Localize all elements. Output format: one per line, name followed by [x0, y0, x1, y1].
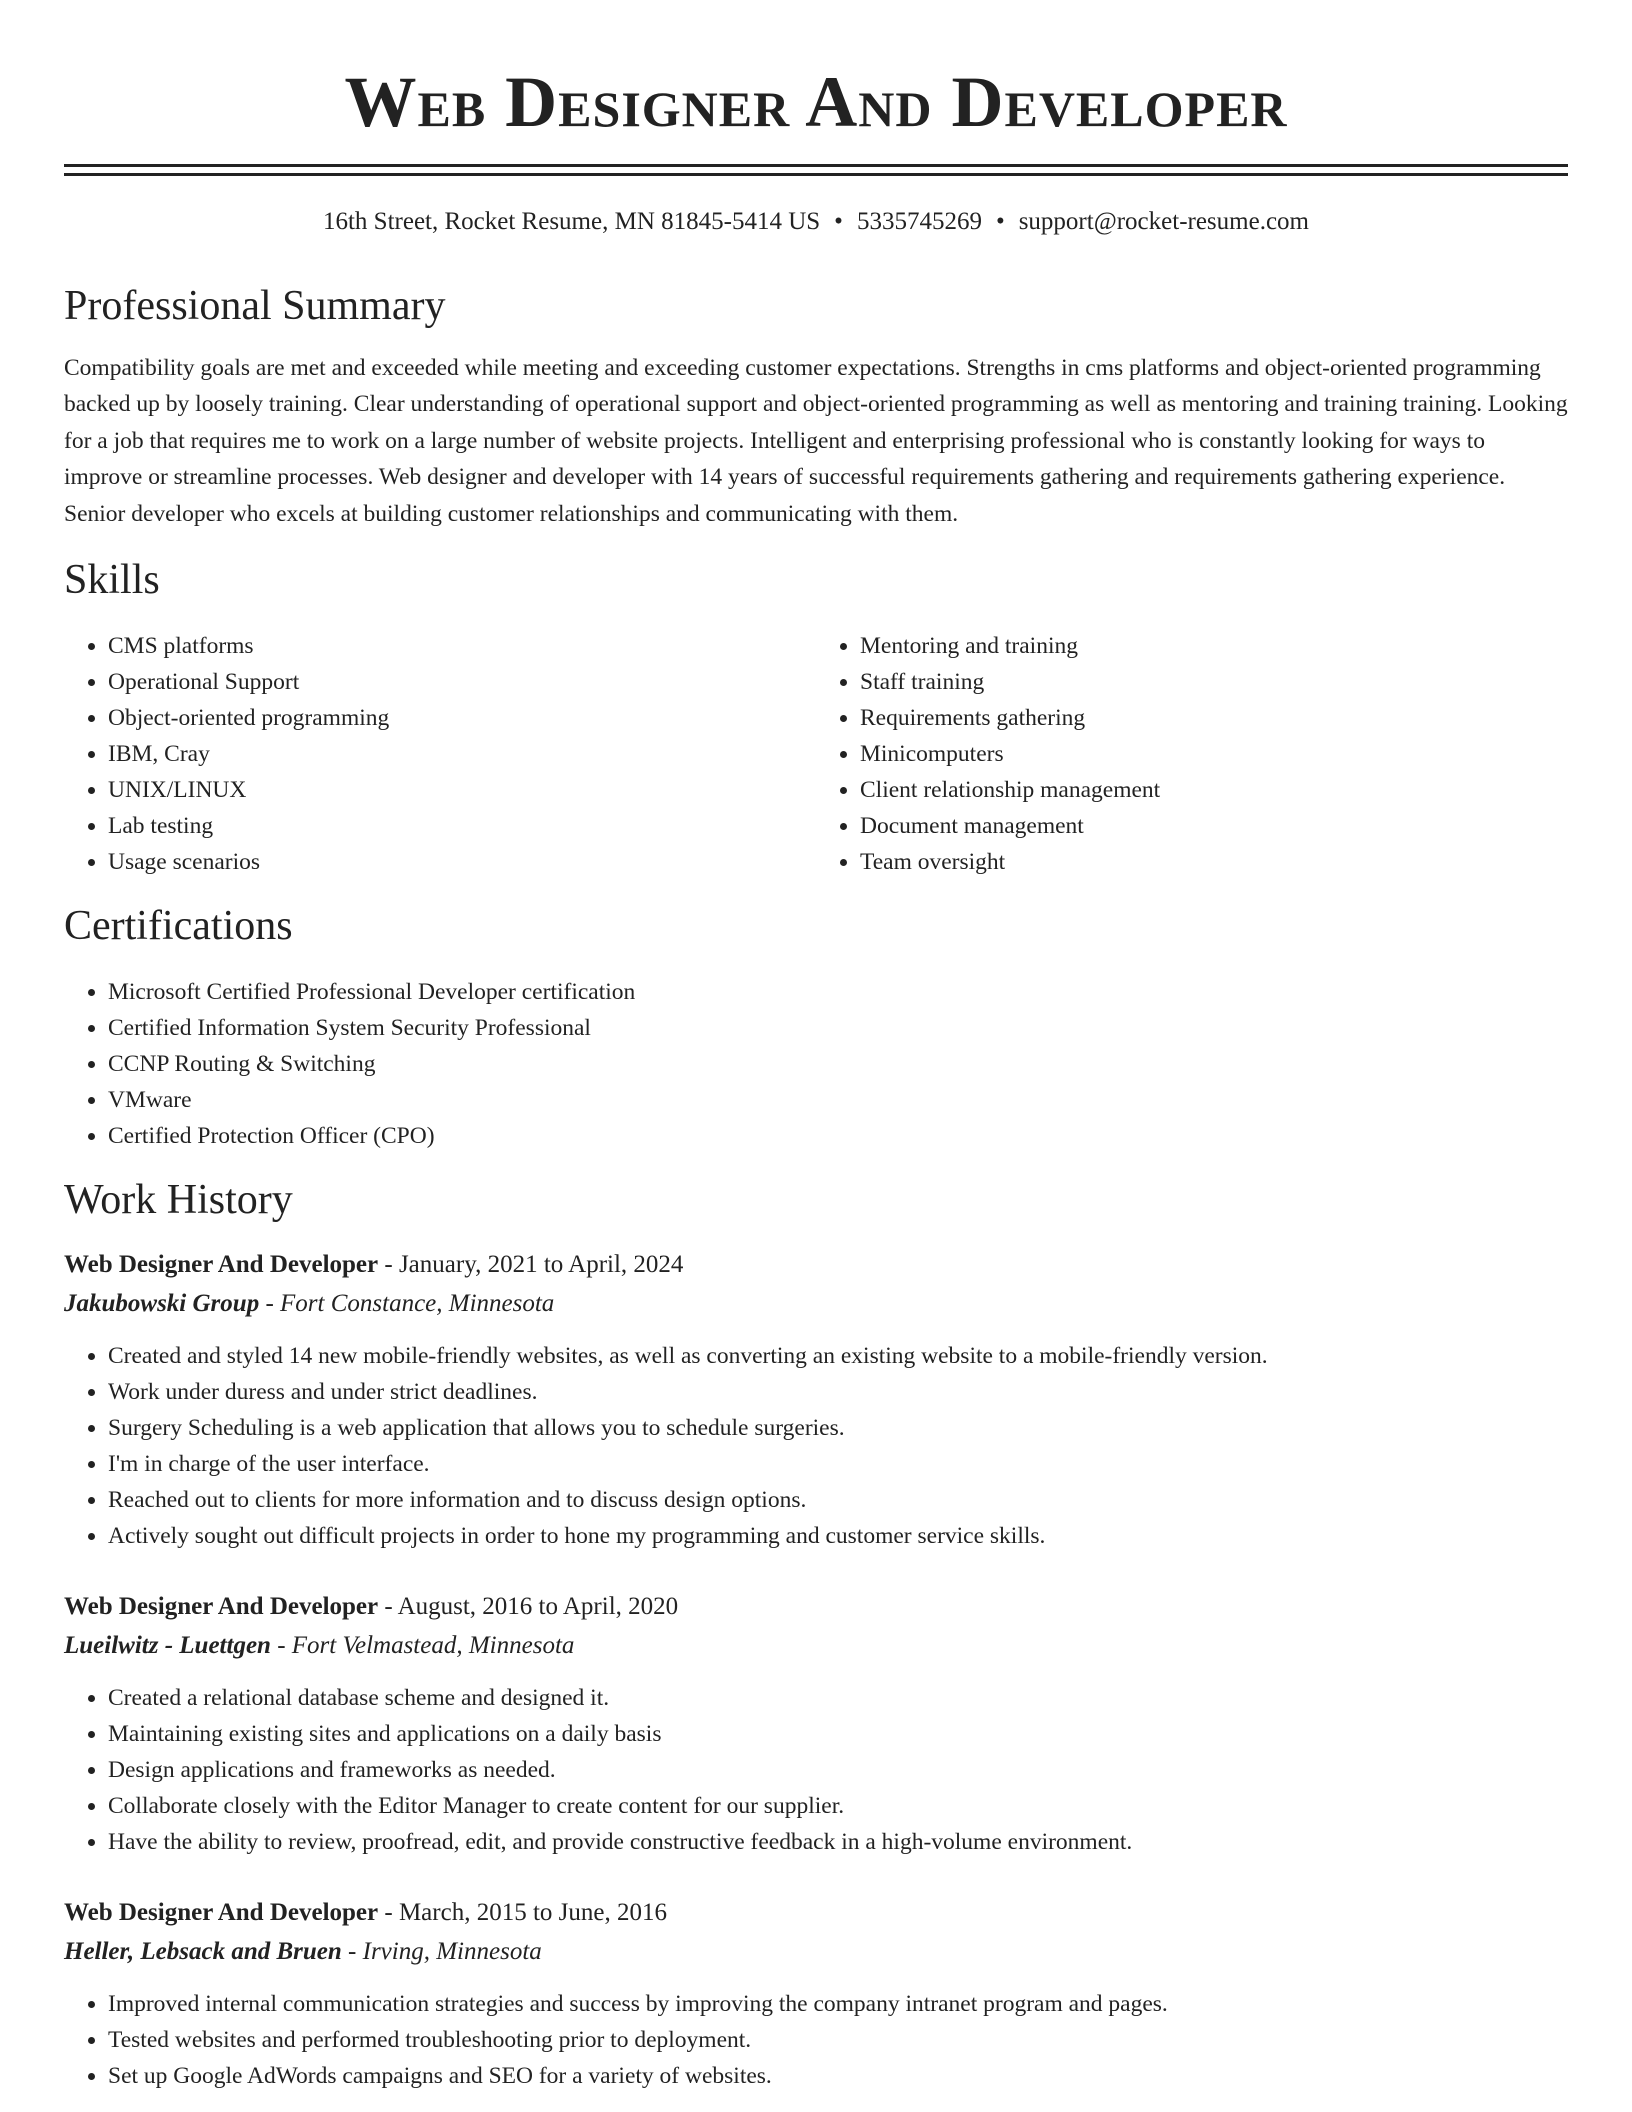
skill-item: • Lab testing: [108, 808, 816, 844]
certifications-list: [64, 974, 1568, 1154]
job-bullet: • Maintaining existing sites and applications on a daily basis: [108, 1716, 1568, 1752]
title-rule-top: [64, 164, 1568, 167]
job-entry: [64, 1246, 1568, 1554]
contact-email: support@rocket-resume.com: [1018, 208, 1309, 235]
job-entry: [64, 1588, 1568, 1860]
job-company-line: [64, 1284, 1568, 1324]
skill-item: • Mentoring and training: [860, 628, 1568, 664]
job-location: - Irving, Minnesota: [341, 1938, 542, 1966]
job-bullet: • Reached out to clients for more information and to discuss design options.: [108, 1482, 1568, 1518]
skill-item: • Minicomputers: [860, 736, 1568, 772]
certification-item: • Certified Protection Officer (CPO): [108, 1118, 1568, 1154]
job-entry: [64, 1894, 1568, 2094]
skill-item: • CMS platforms: [108, 628, 816, 664]
job-bullet: • Have the ability to review, proofread, edit, and provide constructive feedback in a high-volume environment.: [108, 1824, 1568, 1860]
contact-line: [64, 206, 1568, 238]
skill-item: • IBM, Cray: [108, 736, 816, 772]
job-bullet: • Work under duress and under strict deadlines.: [108, 1374, 1568, 1410]
job-company: Heller, Lebsack and Bruen: [64, 1938, 342, 1966]
job-dates: - August, 2016 to April, 2020: [378, 1593, 679, 1621]
skill-item: • Client relationship management: [860, 772, 1568, 808]
work-history-heading: Work History: [64, 1177, 293, 1224]
job-title: Web Designer And Developer: [64, 1899, 379, 1927]
job-location: - Fort Constance, Minnesota: [259, 1290, 555, 1318]
skill-item: • Team oversight: [860, 844, 1568, 880]
job-bullet: • Actively sought out difficult projects in order to hone my programming and customer service skills.: [108, 1518, 1568, 1554]
job-title: Web Designer And Developer: [64, 1251, 379, 1279]
skill-item: • UNIX/LINUX: [108, 772, 816, 808]
certifications-heading: Certifications: [64, 903, 293, 950]
skills-list-right: [816, 628, 1568, 880]
skill-item: • Requirements gathering: [860, 700, 1568, 736]
job-bullets: [64, 1986, 1568, 2094]
job-bullet: • Design applications and frameworks as needed.: [108, 1752, 1568, 1788]
skill-item: • Object-oriented programming: [108, 700, 816, 736]
summary-heading: Professional Summary: [64, 283, 446, 329]
job-bullet: • Set up Google AdWords campaigns and SEO for a variety of websites.: [108, 2058, 1568, 2094]
job-title-line: [64, 1588, 1568, 1626]
contact-separator: •: [834, 208, 843, 235]
job-bullet: • Surgery Scheduling is a web application that allows you to schedule surgeries.: [108, 1410, 1568, 1446]
skills-heading: Skills: [64, 557, 160, 604]
contact-address: 16th Street, Rocket Resume, MN 81845-5414 US: [322, 208, 821, 235]
job-bullets: [64, 1338, 1568, 1554]
certification-item: • Microsoft Certified Professional Developer certification: [108, 974, 1568, 1010]
contact-separator: •: [995, 208, 1005, 235]
job-company-line: [64, 1932, 1568, 1972]
job-bullet: • Created a relational database scheme and designed it.: [108, 1680, 1568, 1716]
contact-phone: 5335745269: [856, 208, 982, 235]
skills-list-left: [64, 628, 816, 880]
job-dates: - January, 2021 to April, 2024: [378, 1251, 684, 1279]
job-location: - Fort Velmastead, Minnesota: [270, 1632, 575, 1660]
resume-title: Web Designer And Developer: [344, 62, 1288, 142]
skills-columns: [64, 628, 1568, 880]
certification-item: • VMware: [108, 1082, 1568, 1118]
job-bullets: [64, 1680, 1568, 1860]
job-dates: - March, 2015 to June, 2016: [378, 1899, 667, 1927]
job-company-line: [64, 1626, 1568, 1666]
skill-item: • Usage scenarios: [108, 844, 816, 880]
title-rule-bottom: [64, 173, 1568, 176]
job-bullet: • I'm in charge of the user interface.: [108, 1446, 1568, 1482]
job-bullet: • Improved internal communication strategies and success by improving the company intranet program and pages.: [108, 1986, 1568, 2022]
job-title-line: [64, 1894, 1568, 1932]
resume-page: [64, 0, 1568, 2094]
skill-item: • Staff training: [860, 664, 1568, 700]
job-bullet: • Collaborate closely with the Editor Manager to create content for our supplier.: [108, 1788, 1568, 1824]
summary-text: Compatibility goals are met and exceeded while meeting and exceeding customer expectations. Strengths in cms platforms and object-oriented programming backed up by loosely training. Clear understanding of operational support and object-oriented programming as well as mentoring and training training. Looking for a job that requires me to work on a large number of website projects. Intelligent and enterprising professional who is constantly looking for ways to improve or streamline processes. Web designer and developer with 14 years of successful requirements gathering and requirements gathering experience. Senior developer who excels at building customer relationships and communicating with them.: [64, 355, 1568, 527]
job-company: Jakubowski Group: [64, 1290, 260, 1318]
certification-item: • CCNP Routing & Switching: [108, 1046, 1568, 1082]
certification-item: • Certified Information System Security Professional: [108, 1010, 1568, 1046]
job-bullet: • Created and styled 14 new mobile-friendly websites, as well as converting an existing website to a mobile-friendly version.: [108, 1338, 1568, 1374]
job-bullet: • Tested websites and performed troubleshooting prior to deployment.: [108, 2022, 1568, 2058]
job-title-line: [64, 1246, 1568, 1284]
skill-item: • Operational Support: [108, 664, 816, 700]
skill-item: • Document management: [860, 808, 1568, 844]
job-company: Lueilwitz - Luettgen: [64, 1632, 271, 1660]
job-title: Web Designer And Developer: [64, 1593, 379, 1621]
